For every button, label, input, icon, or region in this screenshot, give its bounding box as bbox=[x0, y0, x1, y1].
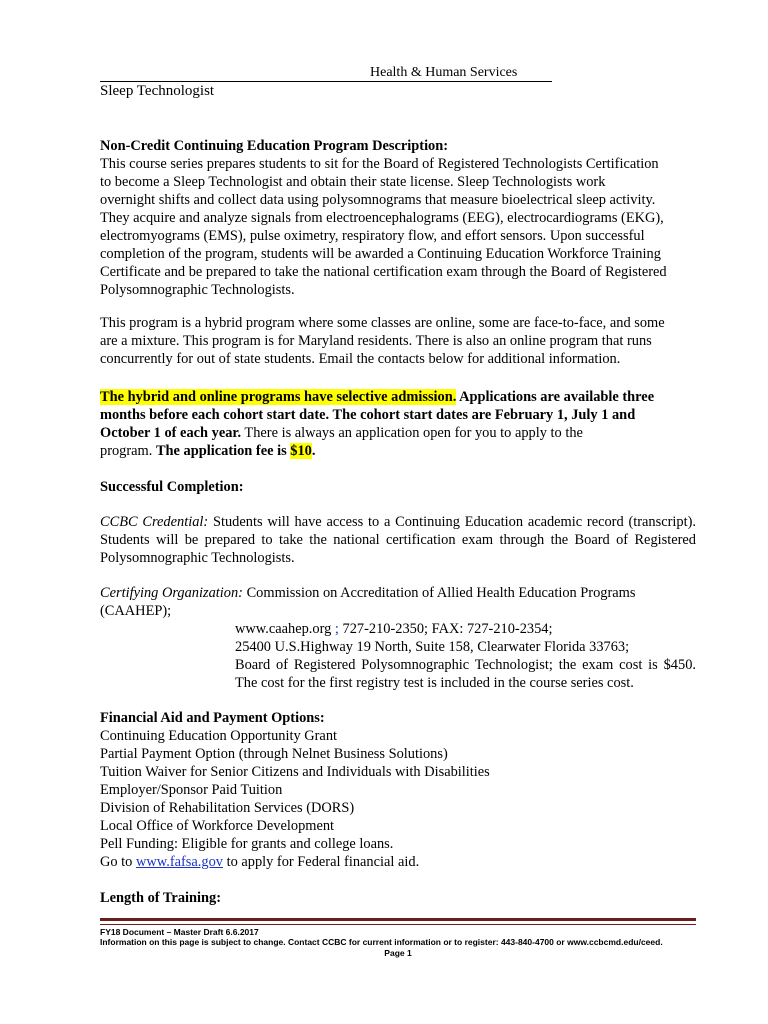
admission-dates: October 1 of each year. bbox=[100, 425, 242, 441]
page-number: Page 1 bbox=[384, 948, 412, 958]
footer-rule bbox=[100, 918, 696, 921]
application-fee: $10 bbox=[290, 443, 312, 459]
org-text: Commission on Accreditation of Allied Health Education Programs bbox=[242, 585, 636, 601]
admission-section: The hybrid and online programs have selective admission. Applications are available three months before each cohort start date. The cohort start dates are February 1, July 1 and October 1 of each year. There is always an application open for you to apply to the program. The application fee is $10. bbox=[100, 388, 696, 460]
admission-line4-start: program. bbox=[100, 443, 156, 459]
caahep-address: 25400 U.S.Highway 19 North, Suite 158, Clearwater Florida 33763; bbox=[235, 639, 630, 655]
length-heading: Length of Training: bbox=[100, 890, 222, 906]
footer-notice: Information on this page is subject to change. Contact CCBC for current information or to register: 443-840-4700 or www.ccbcmd.edu/ceed. bbox=[100, 937, 663, 947]
financial-item: Local Office of Workforce Development bbox=[100, 818, 335, 834]
financial-item: Tuition Waiver for Senior Citizens and Individuals with Disabilities bbox=[100, 764, 490, 780]
financial-item: Division of Rehabilitation Services (DORS) bbox=[100, 800, 355, 816]
admission-line2: months before each cohort start date. The cohort start dates are February 1, July 1 and bbox=[100, 407, 636, 423]
description-line: They acquire and analyze signals from electroencephalograms (EEG), electrocardiograms (EKG), bbox=[100, 210, 664, 226]
description-line: overnight shifts and collect data using polysomnograms that measure bioelectrical sleep activity. bbox=[100, 192, 656, 208]
description-section bbox=[100, 137, 696, 299]
hybrid-line: are a mixture. This program is for Maryland residents. There is also an online program that runs bbox=[100, 333, 652, 349]
financial-heading: Financial Aid and Payment Options: bbox=[100, 710, 325, 726]
credential-paragraph bbox=[100, 513, 696, 567]
hybrid-line: concurrently for out of state students. Email the contacts below for additional information. bbox=[100, 351, 621, 367]
credential-text: Students will have access to a Continuing Education academic record (transcript). Students will be prepared to take the national certification exam through the Board of Registered Polysomnographic Technologists. bbox=[100, 514, 696, 566]
description-line: completion of the program, students will be awarded a Continuing Education Workforce Training bbox=[100, 246, 661, 262]
hybrid-section bbox=[100, 314, 696, 368]
application-fee-label: The application fee is bbox=[155, 443, 291, 459]
description-line: to become a Sleep Technologist and obtain their state license. Sleep Technologists work bbox=[100, 174, 606, 190]
financial-item: Partial Payment Option (through Nelnet Business Solutions) bbox=[100, 746, 448, 762]
footer-rule bbox=[100, 924, 696, 925]
caahep-phone: 727-210-2350; FAX: 727-210-2354; bbox=[338, 621, 553, 637]
certifying-org bbox=[100, 584, 696, 620]
board-info: Board of Registered Polysomnographic Technologist; the exam cost is $450. The cost for the first registry test is included in the course series cost. bbox=[235, 657, 696, 691]
financial-item: Employer/Sponsor Paid Tuition bbox=[100, 782, 283, 798]
admission-highlight: The hybrid and online programs have selective admission. bbox=[100, 389, 457, 405]
description-line: electromyograms (EMS), pulse oximetry, respiratory flow, and effort sensors. Upon successful bbox=[100, 228, 645, 244]
completion-heading: Successful Completion: bbox=[100, 479, 244, 495]
description-line: Polysomnographic Technologists. bbox=[100, 282, 295, 298]
admission-line1: Applications are available three bbox=[456, 389, 655, 405]
description-line: Certificate and be prepared to take the national certification exam through the Board of Registered bbox=[100, 264, 667, 280]
footer-draft: FY18 Document – Master Draft 6.6.2017 bbox=[100, 927, 259, 937]
caahep-website[interactable]: www.caahep.org bbox=[235, 621, 332, 637]
admission-line3: There is always an application open for you to apply to the bbox=[241, 425, 583, 441]
credential-label: CCBC Credential: bbox=[100, 514, 209, 530]
org-contact: www.caahep.org ; 727-210-2350; FAX: 727-210-2354; 25400 U.S.Highway 19 North, Suite 158, Clearwater Florida 33763; Board of Registered Polysomnographic Technologist; the exam cost is $450. The cost for the first registry test is included in the course series cost. bbox=[235, 621, 696, 691]
org-abbreviation: (CAAHEP); bbox=[100, 603, 172, 619]
description-line: This course series prepares students to sit for the Board of Registered Technologists Certification bbox=[100, 156, 659, 172]
department-name: Health & Human Services bbox=[370, 65, 518, 80]
hybrid-line: This program is a hybrid program where some classes are online, some are face-to-face, and some bbox=[100, 315, 665, 331]
org-label: Certifying Organization: bbox=[100, 585, 243, 601]
financial-item: Pell Funding: Eligible for grants and college loans. bbox=[100, 836, 394, 852]
description-heading: Non-Credit Continuing Education Program Description: bbox=[100, 138, 449, 154]
fafsa-link[interactable]: www.fafsa.gov bbox=[135, 854, 223, 870]
department-underline bbox=[530, 81, 552, 82]
financial-section: Financial Aid and Payment Options: Continuing Education Opportunity Grant Partial Payment Option (through Nelnet Business Solutions) Tuition Waiver for Senior Citizens and Individuals with Disabilities Employer/Sponsor Paid Tuition Division of Rehabilitation Services (DORS) Local Office of Workforce Development Pell Funding: Eligible for grants and college loans. Go to www.fafsa.gov to apply for Federal financial aid. bbox=[100, 709, 696, 871]
program-title: Sleep Technologist bbox=[100, 83, 215, 99]
financial-item: Continuing Education Opportunity Grant bbox=[100, 728, 338, 744]
